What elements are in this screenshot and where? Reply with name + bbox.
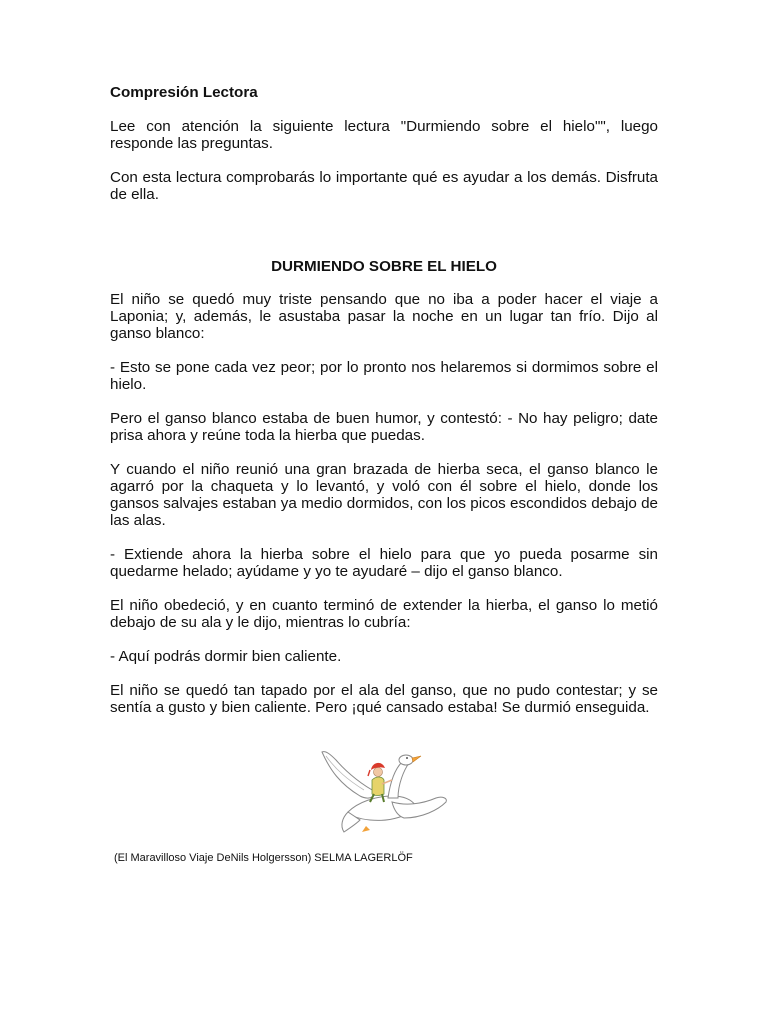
story-paragraph: - Aquí podrás dormir bien caliente. bbox=[110, 648, 342, 665]
story-paragraph: Y cuando el niño reunió una gran brazada de hierba seca, el ganso blanco le agarró por la chaqueta y lo levantó, y voló con él sobre el hielo, donde los gansos salvajes estaban ya medio dormidos, con los picos escondidos debajo de las alas. bbox=[110, 461, 658, 529]
story-paragraph: El niño obedeció, y en cuanto terminó de extender la hierba, el ganso lo metió debajo de su ala y le dijo, mientras lo cubría: bbox=[110, 597, 658, 631]
story-paragraph: - Esto se pone cada vez peor; por lo pronto nos helaremos si dormimos sobre el hielo. bbox=[110, 359, 658, 393]
worksheet-heading: Compresión Lectora bbox=[110, 84, 258, 101]
story-paragraph: - Extiende ahora la hierba sobre el hielo para que yo pueda posarme sin quedarme helado; ayúdame y yo te ayudaré – dijo el ganso blanco. bbox=[110, 546, 658, 580]
story-paragraph: Pero el ganso blanco estaba de buen humor, y contestó: - No hay peligro; date prisa ahora y reúne toda la hierba que puedas. bbox=[110, 410, 658, 444]
story-paragraph: El niño se quedó tan tapado por el ala del ganso, que no pudo contestar; y se sentía a gusto y bien caliente. Pero ¡qué cansado estaba! Se durmió enseguida. bbox=[110, 682, 658, 716]
intro-instructions: Lee con atención la siguiente lectura "Durmiendo sobre el hielo"", luego responde las preguntas. bbox=[110, 118, 658, 152]
story-paragraph: El niño se quedó muy triste pensando que no iba a poder hacer el viaje a Laponia; y, además, le asustaba pasar la noche en un lugar tan frío. Dijo al ganso blanco: bbox=[110, 291, 658, 342]
story-title: DURMIENDO SOBRE EL HIELO bbox=[271, 258, 497, 275]
source-caption: (El Maravilloso Viaje DeNils Holgersson) SELMA LAGERLÖF bbox=[114, 852, 413, 864]
document-page bbox=[110, 84, 658, 716]
goose-with-boy-icon bbox=[318, 740, 452, 836]
intro-purpose: Con esta lectura comprobarás lo importante qué es ayudar a los demás. Disfruta de ella. bbox=[110, 169, 658, 203]
